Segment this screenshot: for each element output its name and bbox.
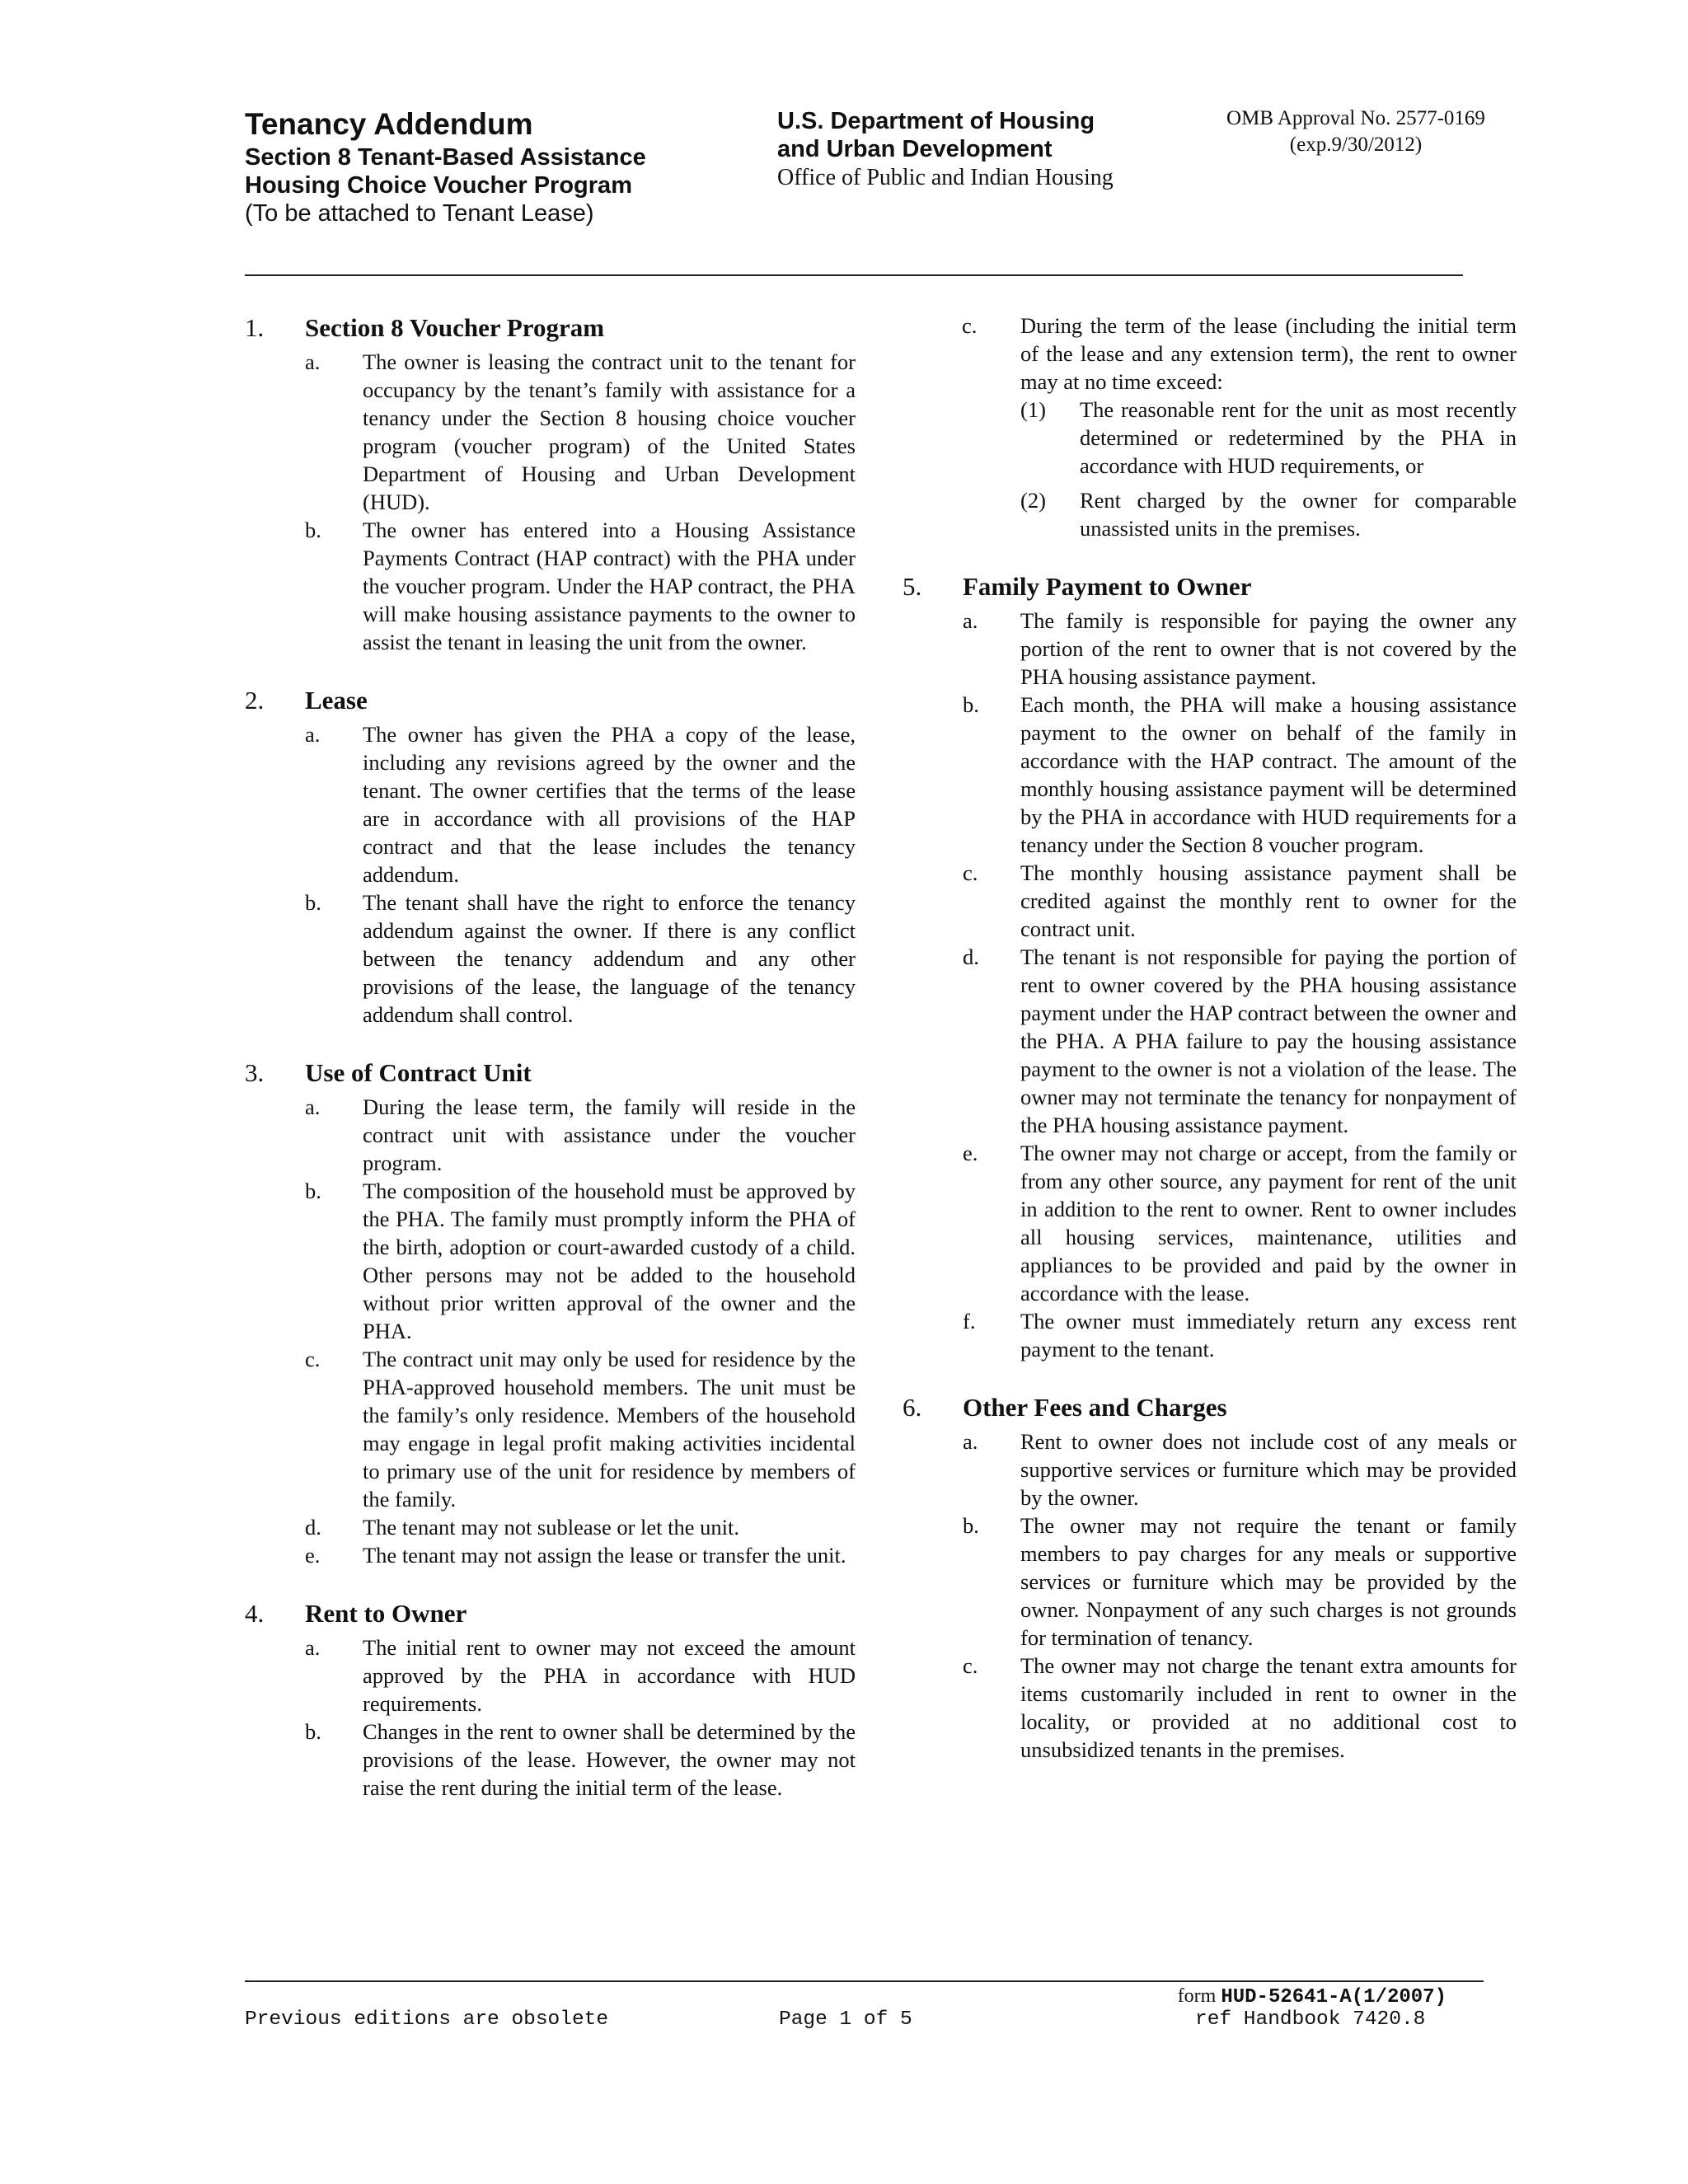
clause bbox=[903, 1652, 1517, 1764]
section-heading bbox=[903, 1391, 1517, 1424]
clause-text: The owner may not require the tenant or family members to pay charges for any meals or supportive services or furniture which may be provided by the owner. Nonpayment of any such charges is not grounds for termination of tenancy. bbox=[1020, 1513, 1517, 1650]
clause-text: Changes in the rent to owner shall be determined by the provisions of the lease. However, the owner may not raise the rent during the initial term of the lease. bbox=[363, 1719, 856, 1800]
section-title: Family Payment to Owner bbox=[963, 572, 1252, 601]
section-heading bbox=[245, 312, 856, 344]
section-number: 6. bbox=[903, 1393, 922, 1422]
clause-text: The composition of the household must be approved by the PHA. The family must promptly inform the PHA of the birth, adoption or court-awarded custody of a child. Other persons may not be added to the household without prior written approval of the owner and the PHA. bbox=[363, 1179, 856, 1343]
clause bbox=[903, 1511, 1517, 1652]
clause-text: The family is responsible for paying the owner any portion of the rent to owner that is not covered by the PHA housing assistance payment. bbox=[1020, 608, 1517, 689]
clause bbox=[903, 691, 1517, 859]
clause bbox=[903, 1427, 1517, 1511]
clause bbox=[245, 1633, 856, 1718]
section-title: Lease bbox=[305, 686, 368, 715]
header-omb bbox=[1203, 105, 1508, 158]
clause-label: b. bbox=[305, 1719, 321, 1744]
subclause-label: (1) bbox=[1020, 397, 1046, 422]
clause-text: The monthly housing assistance payment shall be credited against the monthly rent to owner for the contract unit. bbox=[1020, 860, 1517, 941]
clause bbox=[903, 1139, 1517, 1307]
header-department bbox=[777, 107, 1114, 193]
clause-text: The owner is leasing the contract unit to the tenant for occupancy by the tenant’s family with assistance for a tenancy under the Section 8 housing choice voucher program (voucher program) of the United States Department of Housing and Urban Development (HUD). bbox=[363, 349, 856, 514]
clause-text: During the lease term, the family will reside in the contract unit with assistance under the voucher program. bbox=[363, 1094, 856, 1175]
clause-label: b. bbox=[963, 1513, 979, 1538]
clause-label: b. bbox=[305, 890, 321, 915]
section-title: Section 8 Voucher Program bbox=[305, 313, 605, 342]
clause-text: The tenant shall have the right to enforce the tenancy addendum against the owner. If there is any conflict between the tenancy addendum and any other provisions of the lease, the language of the tenancy addendum shall control. bbox=[363, 890, 856, 1027]
clause-label: b. bbox=[305, 1179, 321, 1203]
clause-text: The owner may not charge the tenant extra amounts for items customarily included in rent to owner in the locality, or provided at no additional cost to unsubsidized tenants in the premises. bbox=[1020, 1653, 1517, 1762]
clause bbox=[245, 1718, 856, 1802]
clause-label: c. bbox=[963, 860, 978, 885]
section-4-continued bbox=[903, 312, 1517, 542]
clause-label: a. bbox=[305, 349, 321, 374]
clause-label: a. bbox=[963, 1429, 978, 1454]
clause-text: Rent to owner does not include cost of any meals or supportive services or furniture which may be provided by the owner. bbox=[1020, 1429, 1517, 1510]
page-number: Page 1 of 5 bbox=[779, 2008, 912, 2031]
clause bbox=[245, 348, 856, 516]
clause-text: The tenant is not responsible for paying the portion of rent to owner covered by the PHA housing assistance payment under the HAP contract between the owner and the PHA. A PHA failure to pay the housing assistance payment to the owner is not a violation of the lease. The owner may not terminate the tenancy for nonpayment of the PHA housing assistance payment. bbox=[1020, 944, 1517, 1137]
section-6 bbox=[903, 1391, 1517, 1764]
clause-label: c. bbox=[963, 1653, 978, 1678]
clause bbox=[245, 1345, 856, 1513]
section-title: Other Fees and Charges bbox=[963, 1393, 1227, 1422]
clause-text: The owner must immediately return any excess rent payment to the tenant. bbox=[1020, 1309, 1517, 1361]
left-column bbox=[245, 312, 856, 1830]
section-5 bbox=[903, 570, 1517, 1363]
section-number: 5. bbox=[903, 572, 922, 601]
subclause-label: (2) bbox=[1020, 488, 1046, 513]
clause bbox=[903, 943, 1517, 1139]
clause bbox=[903, 1307, 1517, 1363]
clause bbox=[245, 1093, 856, 1177]
clause-text: The owner has entered into a Housing Assistance Payments Contract (HAP contract) with the PHA under the voucher program. Under the HAP contract, the PHA will make housing assistance payments to the owner to assist the tenant in leasing the unit from the owner. bbox=[363, 518, 856, 654]
clause bbox=[245, 720, 856, 888]
clause-text: The tenant may not sublease or let the unit. bbox=[363, 1515, 739, 1540]
clause bbox=[903, 859, 1517, 943]
clause bbox=[245, 516, 856, 656]
clause-label: e. bbox=[963, 1141, 978, 1165]
clause bbox=[245, 888, 856, 1029]
section-title: Use of Contract Unit bbox=[305, 1058, 532, 1087]
subclause-text: The reasonable rent for the unit as most recently determined or redetermined by the PHA in accordance with HUD requirements, or bbox=[1080, 397, 1517, 478]
subtitle-line-2: Housing Choice Voucher Program bbox=[245, 172, 632, 199]
section-1 bbox=[245, 312, 856, 656]
clause bbox=[903, 607, 1517, 691]
clause-text: The tenant may not assign the lease or transfer the unit. bbox=[363, 1543, 846, 1568]
section-2 bbox=[245, 684, 856, 1029]
section-4 bbox=[245, 1597, 856, 1802]
clause-label: a. bbox=[305, 1635, 321, 1660]
clause-label: b. bbox=[305, 518, 321, 542]
clause-label: f. bbox=[963, 1309, 976, 1333]
attachment-note: (To be attached to Tenant Lease) bbox=[245, 200, 594, 227]
subclause bbox=[1020, 396, 1517, 480]
subclause bbox=[1020, 486, 1517, 542]
clause-text: The owner has given the PHA a copy of the lease, including any revisions agreed by the owner and the tenant. The owner certifies that the terms of the lease are in accordance with all provisions of the HAP contract and that the lease includes the tenancy addendum. bbox=[363, 722, 856, 887]
department-line-2: and Urban Development bbox=[777, 136, 1053, 162]
clause-label: c. bbox=[962, 313, 978, 338]
clause-label: d. bbox=[963, 944, 979, 969]
section-number: 1. bbox=[245, 313, 265, 342]
footer-divider bbox=[245, 1980, 1484, 1982]
clause-label: a. bbox=[305, 1094, 321, 1119]
subclause-text: Rent charged by the owner for comparable unassisted units in the premises. bbox=[1080, 488, 1517, 541]
section-number: 4. bbox=[245, 1599, 265, 1628]
section-heading bbox=[245, 684, 856, 717]
clause bbox=[245, 1177, 856, 1345]
form-code: HUD-52641-A(1/2007) bbox=[1221, 1986, 1447, 2008]
section-heading bbox=[245, 1597, 856, 1630]
header-divider bbox=[245, 274, 1463, 276]
clause bbox=[245, 1541, 856, 1569]
office-name: Office of Public and Indian Housing bbox=[777, 165, 1114, 190]
right-column bbox=[903, 312, 1517, 1792]
header-left bbox=[245, 105, 646, 227]
clause-text: During the term of the lease (including the initial term of the lease and any extension term), the rent to owner may at no time exceed: bbox=[1020, 313, 1517, 394]
clause-label: b. bbox=[963, 692, 979, 717]
omb-expiration: (exp.9/30/2012) bbox=[1289, 134, 1423, 156]
clause-label: e. bbox=[305, 1543, 321, 1568]
form-prefix: form bbox=[1177, 1985, 1217, 2007]
clause-text: The owner may not charge or accept, from the family or from any other source, any payment for rent of the unit in addition to the rent to owner. Rent to owner includes all housing services, maintenance, utilities and appliances to be provided and paid by the owner in accordance with the lease. bbox=[1020, 1141, 1517, 1305]
clause-text: The contract unit may only be used for residence by the PHA-approved household members. The unit must be the family’s only residence. Members of the household may engage in legal profit making activities incidental to primary use of the unit for residence by members of the family. bbox=[363, 1347, 856, 1511]
clause-text: The initial rent to owner may not exceed the amount approved by the PHA in accordance with HUD requirements. bbox=[363, 1635, 856, 1716]
document-title: Tenancy Addendum bbox=[245, 107, 533, 141]
section-title: Rent to Owner bbox=[305, 1599, 467, 1628]
subtitle-line-1: Section 8 Tenant-Based Assistance bbox=[245, 144, 646, 171]
section-3 bbox=[245, 1057, 856, 1569]
clause-label: a. bbox=[963, 608, 978, 633]
subclause-list bbox=[1020, 396, 1517, 542]
clause bbox=[245, 1513, 856, 1541]
section-heading bbox=[903, 570, 1517, 603]
section-number: 2. bbox=[245, 686, 265, 715]
clause-text: Each month, the PHA will make a housing assistance payment to the owner on behalf of the family in accordance with the HAP contract. The amount of the monthly housing assistance payment will be determined by the PHA in accordance with HUD requirements for a tenancy under the Section 8 voucher program. bbox=[1020, 692, 1517, 857]
handbook-reference: ref Handbook 7420.8 bbox=[1195, 2008, 1426, 2031]
clause-label: d. bbox=[305, 1515, 321, 1540]
obsolete-notice: Previous editions are obsolete bbox=[245, 2008, 609, 2031]
form-number bbox=[1150, 1985, 1447, 2009]
clause-label: a. bbox=[305, 722, 321, 747]
clause-label: c. bbox=[305, 1347, 321, 1371]
section-number: 3. bbox=[245, 1058, 265, 1087]
section-heading bbox=[245, 1057, 856, 1090]
department-line-1: U.S. Department of Housing bbox=[777, 108, 1095, 134]
clause bbox=[903, 312, 1517, 542]
omb-approval: OMB Approval No. 2577-0169 bbox=[1226, 107, 1485, 129]
